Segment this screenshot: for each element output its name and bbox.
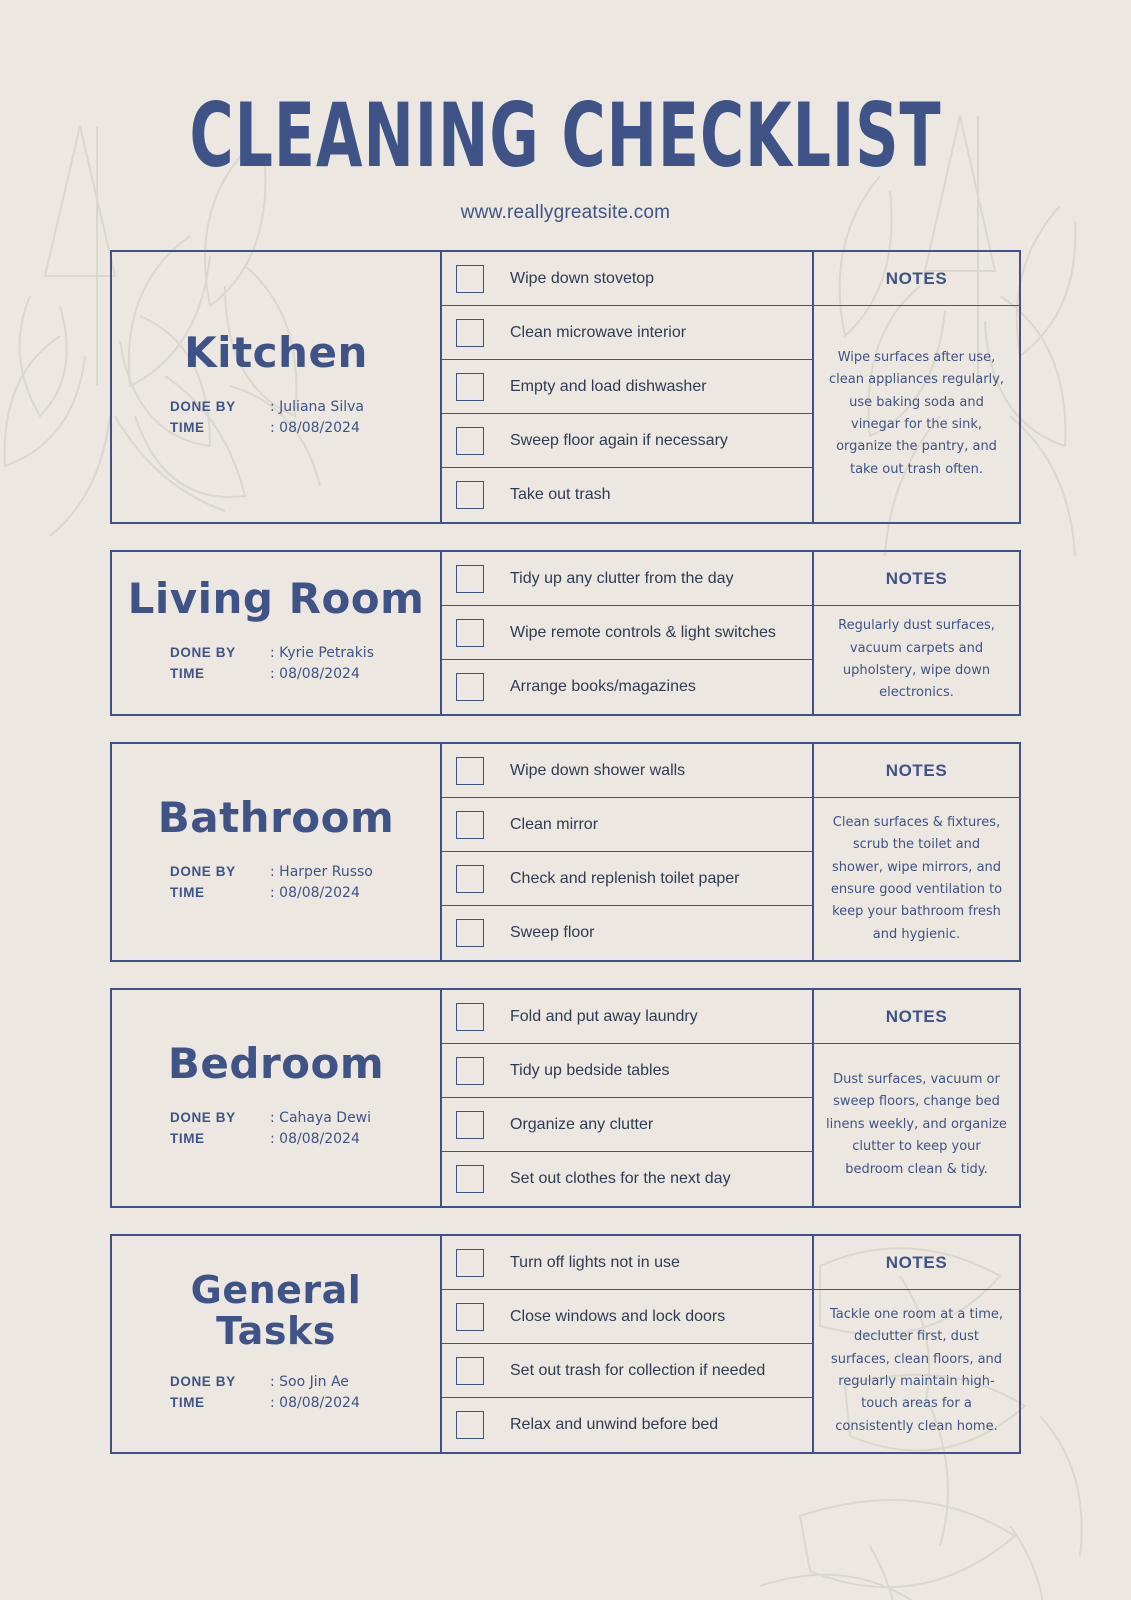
task-row[interactable] [442, 1290, 812, 1344]
task-list [442, 990, 814, 1206]
notes-header: NOTES [814, 990, 1019, 1044]
notes-text: Wipe surfaces after use, clean appliances regularly, use baking soda and vinegar for the sink, organize the pantry, and take out trash often. [829, 349, 1004, 477]
notes-text: Tackle one room at a time, declutter first, dust surfaces, clean floors, and regularly maintain high-touch areas for a consistently clean home. [829, 1306, 1004, 1434]
time-label: TIME [170, 884, 205, 900]
notes-column [814, 1236, 1019, 1452]
room-name: Living Room [127, 574, 425, 624]
section-meta [126, 394, 426, 441]
done-by-label: DONE BY [170, 1373, 236, 1389]
section-meta [126, 640, 426, 687]
task-row[interactable] [442, 798, 812, 852]
task-label: Wipe down stovetop [510, 269, 655, 287]
done-by-row [170, 1374, 426, 1390]
time-label: TIME [170, 419, 205, 435]
checkbox-icon[interactable] [456, 265, 484, 293]
notes-column [814, 552, 1019, 714]
task-row[interactable] [442, 468, 812, 522]
task-label: Set out trash for collection if needed [510, 1361, 766, 1379]
checkbox-icon[interactable] [456, 1057, 484, 1085]
done-by-value: : Soo Jin Ae [270, 1373, 349, 1390]
task-row[interactable] [442, 852, 812, 906]
room-name: Kitchen [184, 328, 368, 378]
section-living-room [110, 550, 1021, 716]
done-by-value: : Kyrie Petrakis [270, 644, 374, 661]
time-row [170, 666, 426, 682]
page-title: CLEANING CHECKLIST [189, 86, 942, 189]
task-label: Arrange books/magazines [510, 678, 696, 695]
done-by-row [170, 864, 426, 880]
checkbox-icon[interactable] [456, 673, 484, 701]
checkbox-icon[interactable] [456, 919, 484, 947]
task-row[interactable] [442, 990, 812, 1044]
section-info [112, 744, 442, 960]
checkbox-icon[interactable] [456, 481, 484, 509]
checkbox-icon[interactable] [456, 811, 484, 839]
checkbox-icon[interactable] [456, 565, 484, 593]
task-row[interactable] [442, 252, 812, 306]
task-label: Wipe remote controls & light switches [510, 623, 776, 641]
notes-text: Regularly dust surfaces, vacuum carpets and upholstery, wipe down electronics. [838, 618, 995, 701]
notes-column [814, 252, 1019, 522]
task-row[interactable] [442, 1044, 812, 1098]
done-by-row [170, 645, 426, 661]
task-label: Turn off lights not in use [510, 1253, 680, 1271]
task-list [442, 252, 814, 522]
done-by-row [170, 1110, 426, 1126]
done-by-label: DONE BY [170, 644, 236, 660]
checkbox-icon[interactable] [456, 373, 484, 401]
section-info [112, 252, 442, 522]
time-label: TIME [170, 665, 205, 681]
room-name: Bathroom [157, 793, 395, 843]
checkbox-icon[interactable] [456, 1357, 484, 1385]
done-by-value: : Harper Russo [270, 863, 373, 880]
checklist-page [0, 86, 1131, 1600]
time-row [170, 1131, 426, 1147]
task-row[interactable] [442, 906, 812, 960]
task-row[interactable] [442, 1398, 812, 1452]
task-row[interactable] [442, 606, 812, 660]
notes-header: NOTES [814, 252, 1019, 306]
task-row[interactable] [442, 1152, 812, 1206]
checkbox-icon[interactable] [456, 1003, 484, 1031]
time-value: : 08/08/2024 [270, 419, 360, 436]
checkbox-icon[interactable] [456, 319, 484, 347]
task-label: Clean microwave interior [510, 323, 687, 341]
checkbox-icon[interactable] [456, 427, 484, 455]
time-value: : 08/08/2024 [270, 1130, 360, 1147]
section-bedroom [110, 988, 1021, 1208]
task-row[interactable] [442, 1098, 812, 1152]
done-by-value: : Cahaya Dewi [270, 1109, 372, 1126]
time-row [170, 885, 426, 901]
section-info [112, 552, 442, 714]
section-general-tasks [110, 1234, 1021, 1454]
section-meta [126, 1105, 426, 1152]
task-row[interactable] [442, 552, 812, 606]
notes-column [814, 990, 1019, 1206]
notes-text: Dust surfaces, vacuum or sweep floors, change bed linens weekly, and organize clutter to keep your bedroom clean & tidy. [826, 1072, 1007, 1177]
task-row[interactable] [442, 660, 812, 714]
task-label: Set out clothes for the next day [510, 1170, 731, 1187]
done-by-row [170, 399, 426, 415]
task-label: Wipe down shower walls [510, 761, 686, 779]
checkbox-icon[interactable] [456, 619, 484, 647]
task-label: Check and replenish toilet paper [510, 869, 740, 887]
section-info [112, 990, 442, 1206]
page-content [0, 86, 1131, 1454]
task-row[interactable] [442, 744, 812, 798]
task-row[interactable] [442, 414, 812, 468]
section-kitchen [110, 250, 1021, 524]
task-label: Fold and put away laundry [510, 1007, 698, 1025]
task-row[interactable] [442, 360, 812, 414]
section-meta [126, 1369, 426, 1416]
notes-text: Clean surfaces & fixtures, scrub the toilet and shower, wipe mirrors, and ensure good ventilation to keep your bathroom fresh and hygienic. [830, 814, 1003, 942]
notes-header: NOTES [814, 552, 1019, 606]
done-by-label: DONE BY [170, 398, 236, 414]
task-label: Relax and unwind before bed [510, 1416, 719, 1433]
task-row[interactable] [442, 1344, 812, 1398]
checkbox-icon[interactable] [456, 865, 484, 893]
time-value: : 08/08/2024 [270, 665, 360, 682]
task-label: Take out trash [510, 486, 611, 503]
checkbox-icon[interactable] [456, 1111, 484, 1139]
task-label: Sweep floor again if necessary [510, 431, 728, 449]
task-label: Empty and load dishwasher [510, 377, 707, 395]
notes-header: NOTES [814, 744, 1019, 798]
room-name: General Tasks [190, 1268, 362, 1353]
time-label: TIME [170, 1130, 205, 1146]
task-label: Sweep floor [510, 924, 595, 941]
notes-header: NOTES [814, 1236, 1019, 1290]
time-row [170, 420, 426, 436]
section-info [112, 1236, 442, 1452]
task-label: Clean mirror [510, 815, 599, 833]
checkbox-icon[interactable] [456, 1303, 484, 1331]
time-label: TIME [170, 1394, 205, 1410]
checkbox-icon[interactable] [456, 1411, 484, 1439]
checkbox-icon[interactable] [456, 757, 484, 785]
room-name: Bedroom [167, 1039, 385, 1089]
checkbox-icon[interactable] [456, 1165, 484, 1193]
task-list [442, 744, 814, 960]
done-by-value: : Juliana Silva [270, 398, 364, 415]
task-label: Organize any clutter [510, 1115, 654, 1133]
checkbox-icon[interactable] [456, 1249, 484, 1277]
task-label: Tidy up any clutter from the day [510, 569, 734, 587]
task-row[interactable] [442, 1236, 812, 1290]
done-by-label: DONE BY [170, 863, 236, 879]
task-row[interactable] [442, 306, 812, 360]
time-row [170, 1395, 426, 1411]
section-bathroom [110, 742, 1021, 962]
task-label: Tidy up bedside tables [510, 1061, 670, 1079]
time-value: : 08/08/2024 [270, 1394, 360, 1411]
time-value: : 08/08/2024 [270, 884, 360, 901]
task-list [442, 552, 814, 714]
done-by-label: DONE BY [170, 1109, 236, 1125]
task-list [442, 1236, 814, 1452]
website-url: www.reallygreatsite.com [460, 202, 671, 223]
notes-column [814, 744, 1019, 960]
section-meta [126, 859, 426, 906]
task-label: Close windows and lock doors [510, 1307, 726, 1325]
